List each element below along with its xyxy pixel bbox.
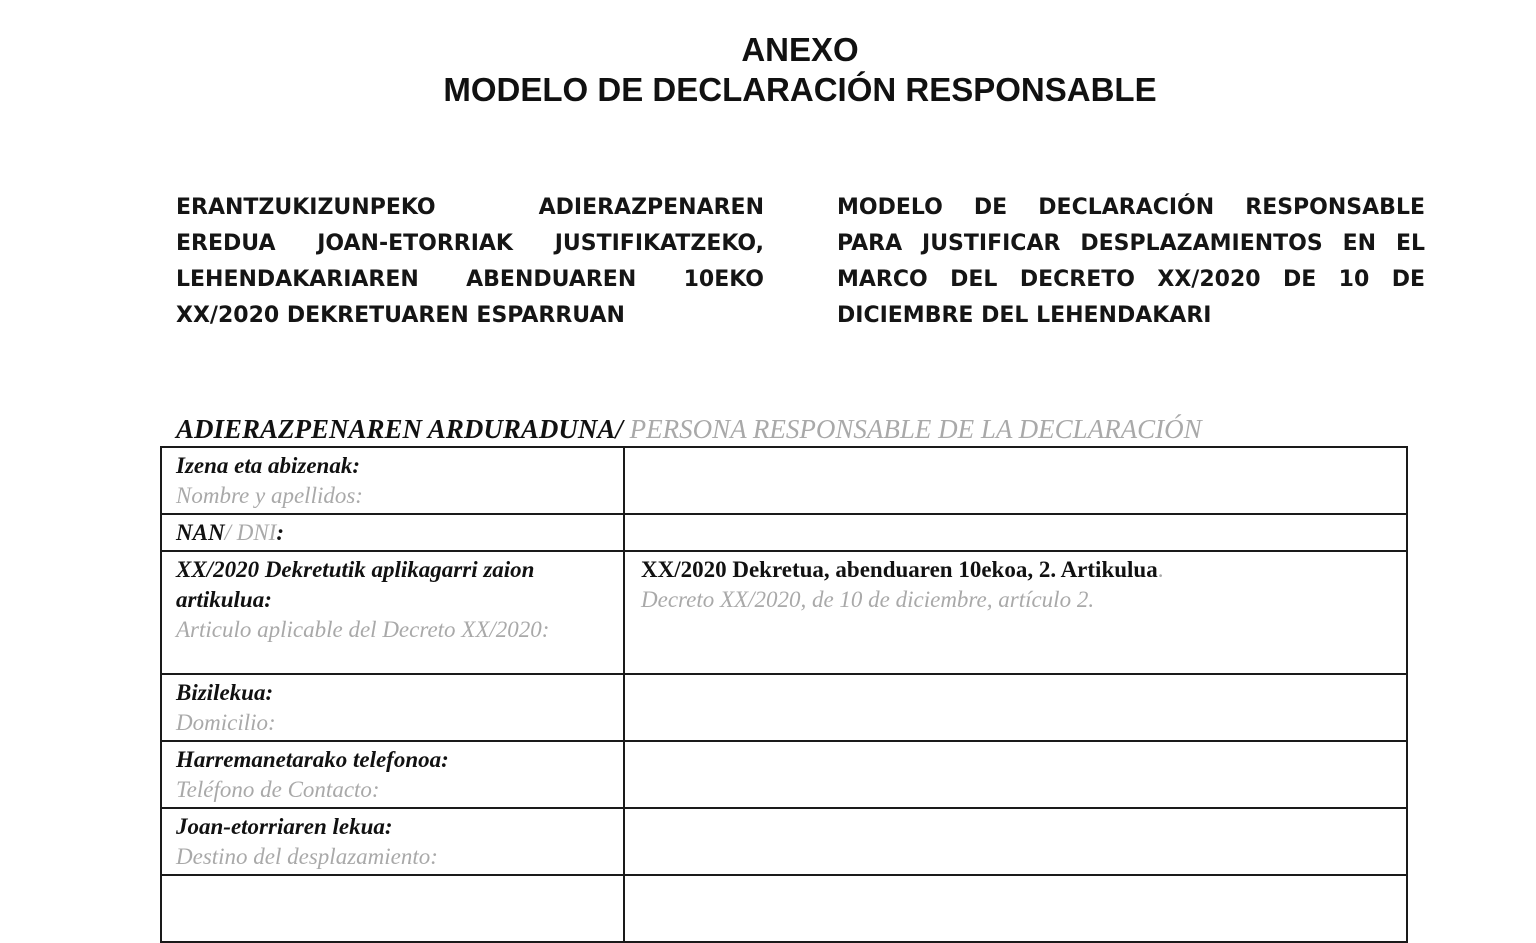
article-value-cell [624, 551, 1407, 674]
destination-value-field[interactable] [624, 808, 1407, 875]
article-value-eu-dot: . [1157, 557, 1164, 582]
name-label-eu: Izena eta abizenak: [176, 453, 360, 478]
form-row-destination [161, 808, 1407, 875]
section-heading [176, 412, 1202, 446]
name-value-field[interactable] [624, 447, 1407, 514]
title-line-anexo: ANEXO [741, 31, 859, 68]
form-row-article [161, 551, 1407, 674]
form-row-next [161, 875, 1407, 942]
form-row-address [161, 674, 1407, 741]
dni-label-colon: : [276, 520, 284, 545]
phone-value-field[interactable] [624, 741, 1407, 808]
article-value-eu [641, 555, 1392, 585]
article-value-eu-text: XX/2020 Dekretua, abenduaren 10ekoa, 2. Artikulua [641, 557, 1158, 582]
name-label-cell [161, 447, 624, 514]
dni-value-field[interactable] [624, 514, 1407, 551]
address-label-es: Domicilio: [176, 710, 276, 735]
form-row-phone [161, 741, 1407, 808]
address-label-eu: Bizilekua: [176, 680, 274, 705]
name-label-es: Nombre y apellidos: [176, 483, 363, 508]
section-heading-es: PERSONA RESPONSABLE DE LA DECLARACIÓN [622, 414, 1202, 444]
destination-label-es: Destino del desplazamiento: [176, 844, 438, 869]
dni-label-es: / DNI [224, 520, 277, 545]
form-row-name [161, 447, 1407, 514]
phone-label-es: Teléfono de Contacto: [176, 777, 380, 802]
title-line-modelo: MODELO DE DECLARACIÓN RESPONSABLE [443, 71, 1157, 108]
address-value-field[interactable] [624, 674, 1407, 741]
article-value-es: Decreto XX/2020, de 10 de diciembre, artículo 2. [641, 587, 1095, 612]
document-title [0, 30, 1536, 110]
form-row-dni [161, 514, 1407, 551]
article-label-cell [161, 551, 624, 674]
destination-label-eu: Joan-etorriaren lekua: [176, 814, 393, 839]
dni-label-cell [161, 514, 624, 551]
phone-label-cell [161, 741, 624, 808]
intro-spanish: MODELO DE DECLARACIÓN RESPONSABLE PARA JUSTIFICAR DESPLAZAMIENTOS EN EL MARCO DEL DECRETO XX/2020 DE 10 DE DICIEMBRE DEL LEHENDAKARI [837, 195, 1425, 328]
dni-label-eu: NAN [176, 520, 225, 545]
phone-label-eu: Harremanetarako telefonoa: [176, 747, 449, 772]
next-label-cell [161, 875, 624, 942]
address-label-cell [161, 674, 624, 741]
next-value-field[interactable] [624, 875, 1407, 942]
intro-basque: ERANTZUKIZUNPEKO ADIERAZPENAREN EREDUA JOAN-ETORRIAK JUSTIFIKATZEKO, LEHENDAKARIAREN ABENDUAREN 10EKO XX/2020 DEKRETUAREN ESPARRUAN [176, 195, 764, 328]
article-label-eu: XX/2020 Dekretutik aplikagarri zaion artikulua: [176, 557, 535, 612]
article-label-es: Articulo aplicable del Decreto XX/2020: [176, 617, 550, 642]
destination-label-cell [161, 808, 624, 875]
section-heading-eu: ADIERAZPENAREN ARDURADUNA/ [176, 414, 623, 444]
declarant-form-table [160, 446, 1408, 943]
